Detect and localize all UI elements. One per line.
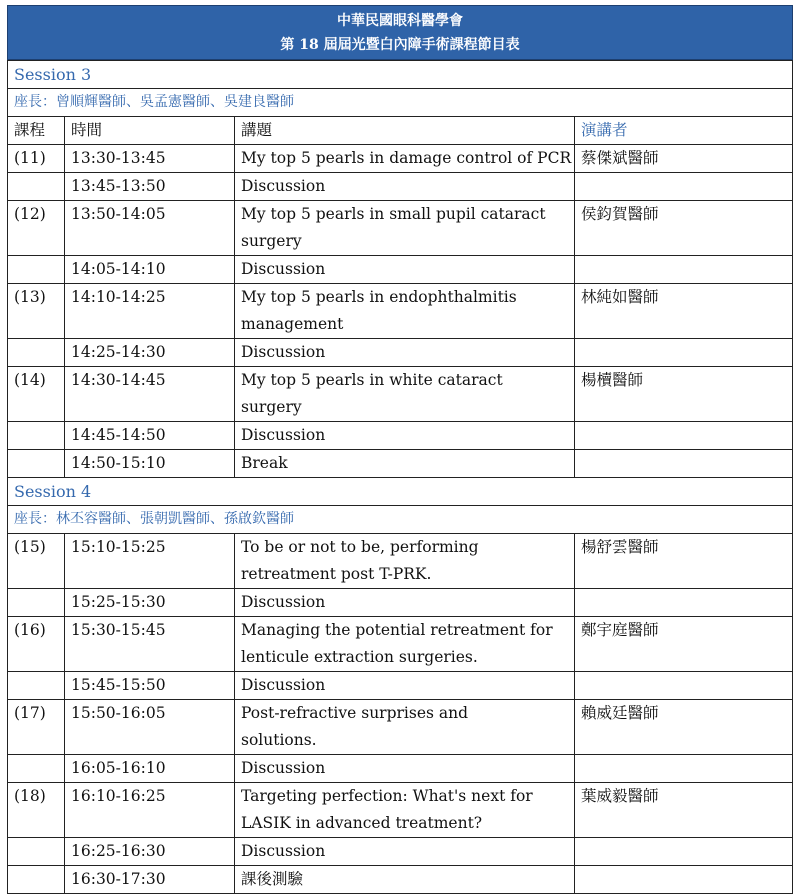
- course-number: [8, 589, 65, 617]
- topic-line: Discussion: [241, 842, 326, 860]
- topic-line: LASIK in advanced treatment?: [241, 814, 483, 832]
- course-number: (13): [8, 284, 65, 339]
- topic-line: solutions.: [241, 731, 317, 749]
- talk-topic: [235, 783, 575, 838]
- topic-line: 課後測驗: [241, 870, 304, 888]
- course-number: (18): [8, 783, 65, 838]
- col-time-header: 時間: [65, 117, 235, 145]
- speaker-name: [575, 866, 793, 894]
- time-slot: 16:10-16:25: [65, 783, 235, 838]
- talk-topic: [235, 589, 575, 617]
- table-row: [8, 866, 793, 894]
- speaker-name: [575, 422, 793, 450]
- time-slot: 15:50-16:05: [65, 700, 235, 755]
- table-row: [8, 173, 793, 201]
- course-number: [8, 672, 65, 700]
- topic-line: My top 5 pearls in small pupil cataract: [241, 205, 546, 223]
- speaker-name: 葉威毅醫師: [575, 783, 793, 838]
- topic-line: lenticule extraction surgeries.: [241, 648, 478, 666]
- time-slot: 16:05-16:10: [65, 755, 235, 783]
- speaker-name: 賴威廷醫師: [575, 700, 793, 755]
- time-slot: 13:50-14:05: [65, 201, 235, 256]
- schedule-table: [7, 60, 793, 894]
- session-title-row: [8, 61, 793, 89]
- talk-topic: [235, 173, 575, 201]
- talk-topic: [235, 755, 575, 783]
- table-row: [8, 339, 793, 367]
- table-row: [8, 534, 793, 589]
- speaker-name: 鄭宇庭醫師: [575, 617, 793, 672]
- course-number: [8, 450, 65, 478]
- course-number: [8, 422, 65, 450]
- time-slot: 15:30-15:45: [65, 617, 235, 672]
- time-slot: 14:30-14:45: [65, 367, 235, 422]
- table-row: [8, 422, 793, 450]
- program-schedule: [7, 5, 793, 894]
- topic-line: Discussion: [241, 177, 326, 195]
- speaker-name: 林純如醫師: [575, 284, 793, 339]
- talk-topic: [235, 866, 575, 894]
- time-slot: 16:25-16:30: [65, 838, 235, 866]
- session-chairs: 座長：曾順輝醫師、吳孟憲醫師、吳建良醫師: [8, 89, 793, 117]
- table-row: [8, 672, 793, 700]
- topic-line: Post-refractive surprises and: [241, 704, 469, 722]
- topic-line: My top 5 pearls in endophthalmitis: [241, 288, 517, 306]
- topic-line: Managing the potential retreatment for: [241, 621, 553, 639]
- speaker-name: [575, 339, 793, 367]
- topic-line: Discussion: [241, 593, 326, 611]
- talk-topic: [235, 422, 575, 450]
- talk-topic: [235, 450, 575, 478]
- time-slot: 14:45-14:50: [65, 422, 235, 450]
- topic-line: To be or not to be, performing: [241, 538, 479, 556]
- talk-topic: [235, 617, 575, 672]
- speaker-name: 侯鈞賀醫師: [575, 201, 793, 256]
- speaker-name: [575, 838, 793, 866]
- course-number: (11): [8, 145, 65, 173]
- course-number: (16): [8, 617, 65, 672]
- table-row: [8, 783, 793, 838]
- topic-line: surgery: [241, 398, 302, 416]
- course-number: [8, 339, 65, 367]
- talk-topic: [235, 339, 575, 367]
- talk-topic: [235, 367, 575, 422]
- topic-line: Discussion: [241, 260, 326, 278]
- table-row: [8, 617, 793, 672]
- topic-line: Break: [241, 454, 288, 472]
- course-number: (12): [8, 201, 65, 256]
- program-title: 第 18 屆屆光暨白內障手術課程節目表: [280, 37, 520, 53]
- schedule-body: [8, 61, 793, 894]
- time-slot: 14:50-15:10: [65, 450, 235, 478]
- table-row: [8, 755, 793, 783]
- table-row: [8, 256, 793, 284]
- talk-topic: [235, 284, 575, 339]
- time-slot: 13:45-13:50: [65, 173, 235, 201]
- session-title-row: [8, 478, 793, 506]
- table-row: [8, 145, 793, 173]
- talk-topic: [235, 700, 575, 755]
- talk-topic: [235, 145, 575, 173]
- time-slot: 14:05-14:10: [65, 256, 235, 284]
- speaker-name: [575, 450, 793, 478]
- speaker-name: 楊櫝醫師: [575, 367, 793, 422]
- session-chairs: 座長：林丕容醫師、張朝凱醫師、孫啟欽醫師: [8, 506, 793, 534]
- topic-line: My top 5 pearls in damage control of PCR: [241, 149, 572, 167]
- course-number: [8, 866, 65, 894]
- table-row: [8, 201, 793, 256]
- table-row: [8, 367, 793, 422]
- course-number: [8, 256, 65, 284]
- course-number: (15): [8, 534, 65, 589]
- speaker-name: [575, 173, 793, 201]
- topic-line: Discussion: [241, 676, 326, 694]
- col-course-header: 課程: [8, 117, 65, 145]
- table-row: [8, 284, 793, 339]
- course-number: (17): [8, 700, 65, 755]
- topic-line: surgery: [241, 232, 302, 250]
- talk-topic: [235, 534, 575, 589]
- time-slot: 13:30-13:45: [65, 145, 235, 173]
- talk-topic: [235, 256, 575, 284]
- time-slot: 14:25-14:30: [65, 339, 235, 367]
- talk-topic: [235, 201, 575, 256]
- talk-topic: [235, 838, 575, 866]
- course-number: [8, 173, 65, 201]
- speaker-name: [575, 589, 793, 617]
- speaker-name: [575, 256, 793, 284]
- time-slot: 15:10-15:25: [65, 534, 235, 589]
- table-row: [8, 700, 793, 755]
- topic-line: Discussion: [241, 426, 326, 444]
- col-topic-header: 講題: [235, 117, 575, 145]
- time-slot: 16:30-17:30: [65, 866, 235, 894]
- session-chairs-row: [8, 506, 793, 534]
- talk-topic: [235, 672, 575, 700]
- col-speaker-header: 演講者: [575, 117, 793, 145]
- table-row: [8, 450, 793, 478]
- table-row: [8, 589, 793, 617]
- speaker-name: 蔡傑斌醫師: [575, 145, 793, 173]
- society-name: 中華民國眼科醫學會: [337, 13, 463, 29]
- topic-line: management: [241, 315, 344, 333]
- schedule-header: [7, 5, 793, 60]
- topic-line: Targeting perfection: What's next for: [241, 787, 533, 805]
- speaker-name: [575, 755, 793, 783]
- speaker-name: 楊舒雲醫師: [575, 534, 793, 589]
- session-title: Session 3: [8, 61, 793, 89]
- column-header-row: [8, 117, 793, 145]
- time-slot: 15:45-15:50: [65, 672, 235, 700]
- session-chairs-row: [8, 89, 793, 117]
- course-number: (14): [8, 367, 65, 422]
- topic-line: Discussion: [241, 343, 326, 361]
- course-number: [8, 755, 65, 783]
- time-slot: 14:10-14:25: [65, 284, 235, 339]
- speaker-name: [575, 672, 793, 700]
- session-title: Session 4: [8, 478, 793, 506]
- topic-line: My top 5 pearls in white cataract: [241, 371, 503, 389]
- time-slot: 15:25-15:30: [65, 589, 235, 617]
- topic-line: Discussion: [241, 759, 326, 777]
- table-row: [8, 838, 793, 866]
- topic-line: retreatment post T-PRK.: [241, 565, 432, 583]
- course-number: [8, 838, 65, 866]
